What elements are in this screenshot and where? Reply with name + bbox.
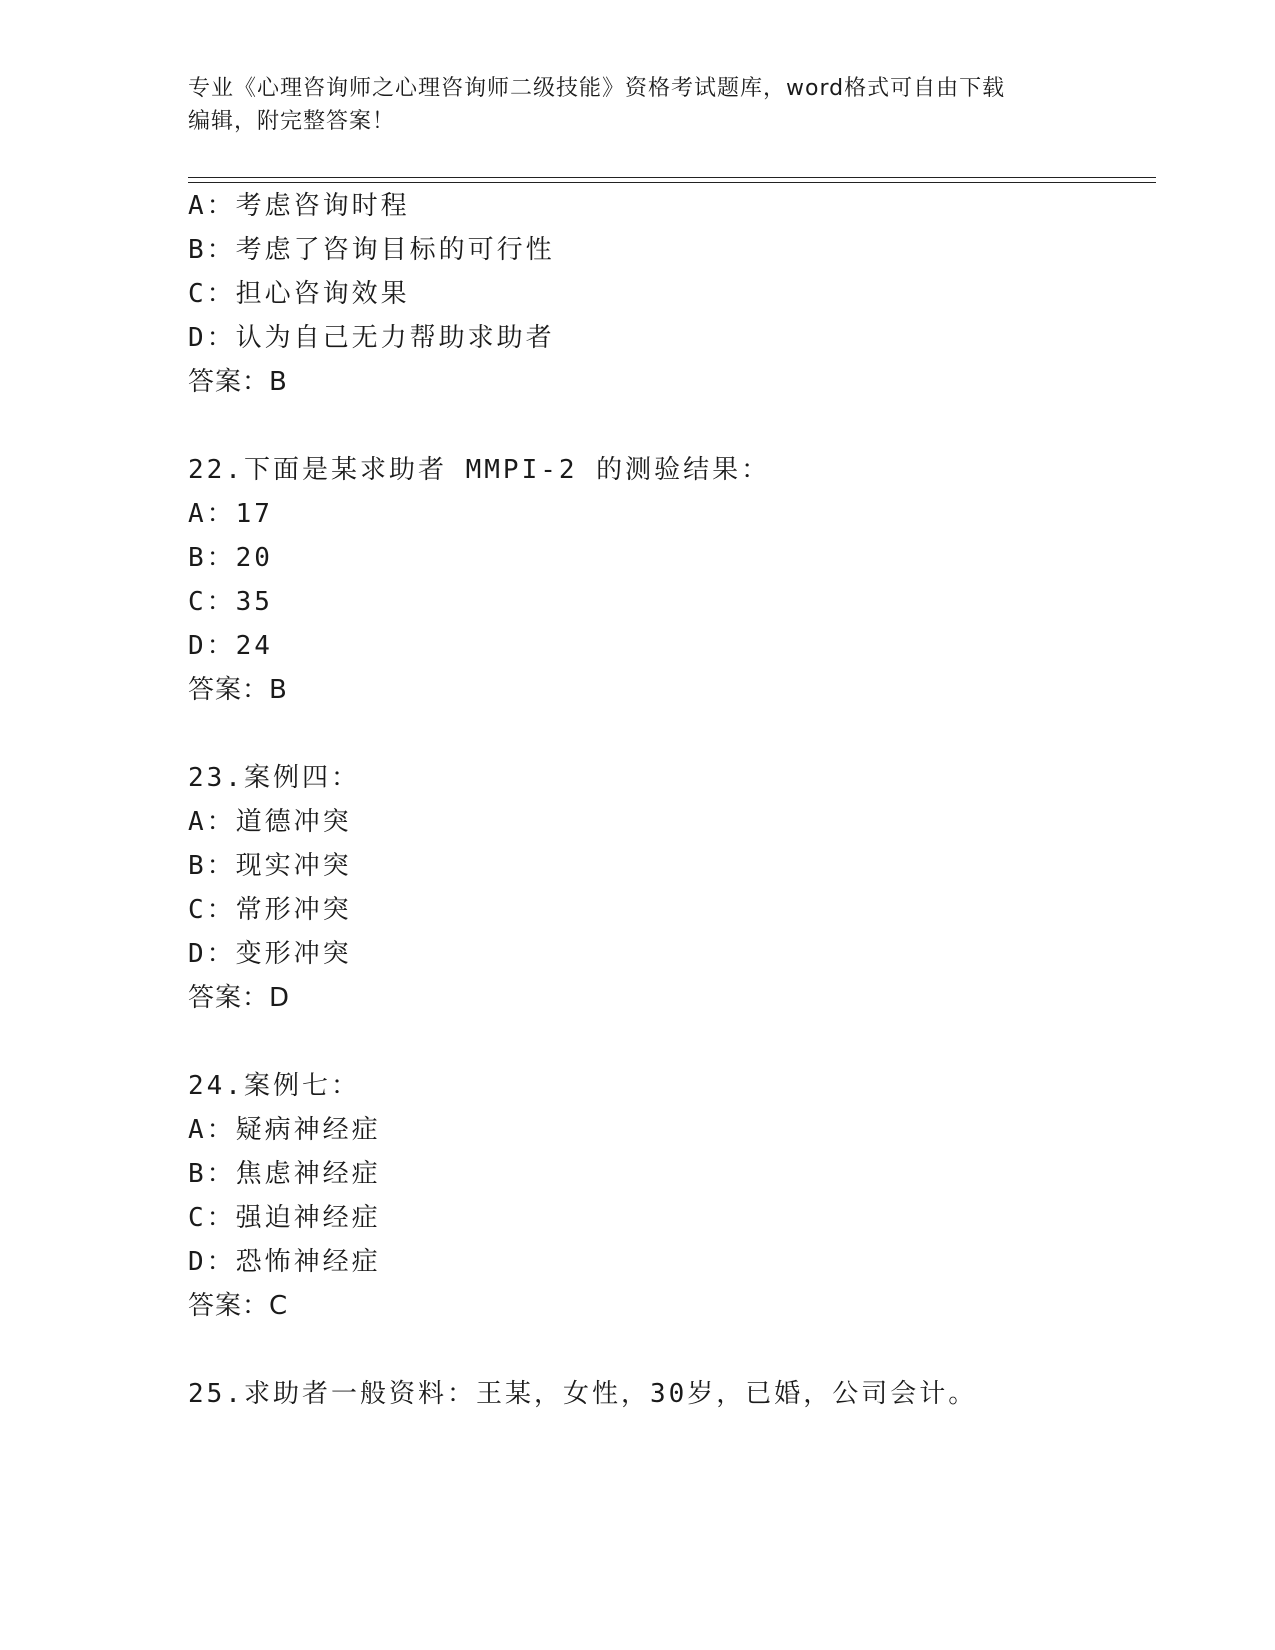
header-line-2: 编辑，附完整答案！ bbox=[188, 109, 396, 134]
q22-stem: 22.下面是某求助者 MMPI-2 的测验结果： bbox=[188, 455, 771, 485]
q24-answer: 答案：C bbox=[188, 1291, 289, 1321]
q22-option-b: B：20 bbox=[188, 543, 273, 573]
q24-option-b: B：焦虑神经症 bbox=[188, 1159, 381, 1189]
q22-option-c: C：35 bbox=[188, 587, 273, 617]
q23-option-c: C：常形冲突 bbox=[188, 895, 352, 925]
q22-option-d: D：24 bbox=[188, 631, 273, 661]
document-header bbox=[188, 72, 1068, 138]
q21-option-d: D：认为自己无力帮助求助者 bbox=[188, 323, 555, 353]
q22-answer: 答案：B bbox=[188, 675, 288, 705]
q23-option-d: D：变形冲突 bbox=[188, 939, 352, 969]
q22-option-a: A：17 bbox=[188, 499, 273, 529]
q21-answer: 答案：B bbox=[188, 367, 288, 397]
q23-option-a: A：道德冲突 bbox=[188, 807, 352, 837]
q25-stem: 25.求助者一般资料：王某，女性，30岁，已婚，公司会计。 bbox=[188, 1379, 978, 1409]
q24-stem: 24.案例七： bbox=[188, 1071, 360, 1101]
q24-option-a: A：疑病神经症 bbox=[188, 1115, 381, 1145]
q23-answer: 答案：D bbox=[188, 983, 291, 1013]
header-divider-top bbox=[188, 177, 1156, 178]
q21-option-b: B：考虑了咨询目标的可行性 bbox=[188, 235, 555, 265]
q24-option-c: C：强迫神经症 bbox=[188, 1203, 381, 1233]
q23-option-b: B：现实冲突 bbox=[188, 851, 352, 881]
header-divider-bottom bbox=[188, 182, 1156, 183]
q24-option-d: D：恐怖神经症 bbox=[188, 1247, 381, 1277]
q23-stem: 23.案例四： bbox=[188, 763, 360, 793]
q21-option-c: C：担心咨询效果 bbox=[188, 279, 410, 309]
q21-option-a: A：考虑咨询时程 bbox=[188, 191, 410, 221]
header-line-1: 专业《心理咨询师之心理咨询师二级技能》资格考试题库，word格式可自由下载 bbox=[188, 76, 1006, 101]
